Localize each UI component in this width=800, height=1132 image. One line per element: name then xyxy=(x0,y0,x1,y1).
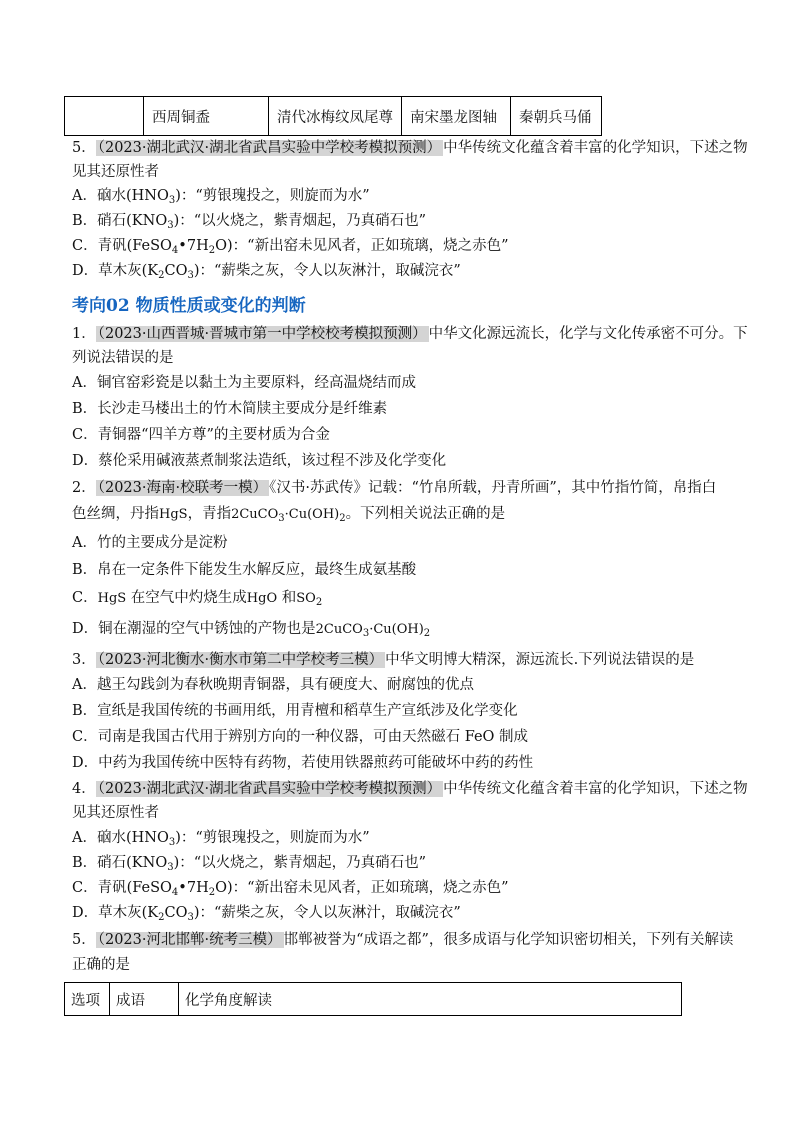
table-header-cell: 选项 xyxy=(65,983,110,1016)
option-c: C．青矾$(FeSO_4•7H_2O)$：“新出窑未见风者，正如琉璃，烧之赤色” xyxy=(72,880,509,898)
table-header-cell: 化学角度解读 xyxy=(179,983,682,1016)
artifact-table xyxy=(64,96,602,136)
question-5a-stem xyxy=(72,138,748,158)
question-number: 5． xyxy=(72,140,96,156)
section-title: 考向02 物质性质或变化的判断 xyxy=(72,296,306,316)
option-b: B．帛在一定条件下能发生水解反应，最终生成氨基酸 xyxy=(72,562,417,578)
table-row xyxy=(65,97,602,136)
table-cell xyxy=(65,97,144,136)
option-a: A．铜官窑彩瓷是以黏土为主要原料，经高温烧结而成 xyxy=(72,375,416,391)
option-d: D．蔡伦采用碱液蒸煮制浆法造纸，该过程不涉及化学变化 xyxy=(72,453,447,469)
question-3-stem: 3． （2023·河北衡水·衡水市第二中学校考三模） 中华文明博大精深，源远流长.下列说法错误的是 xyxy=(72,652,695,668)
option-a: A．硇水$(HNO_3)$：“剪银瑰投之，则旋而为水” xyxy=(72,188,370,206)
question-source: （2023·湖北武汉·湖北省武昌实验中学校考模拟预测） xyxy=(97,140,442,156)
table-cell: 秦朝兵马俑 xyxy=(511,97,602,136)
question-5b-stem: 5． （2023·河北邯郸·统考三模） 邯郸被誉为“成语之都”，很多成语与化学知识密切相关，下列有关解读 xyxy=(72,932,734,948)
option-d: D．草木灰$(K_2CO_3)$：“薪柴之灰，令人以灰淋汁，取碱浣衣” xyxy=(72,905,461,923)
question-source: （2023·河北邯郸·统考三模） xyxy=(97,932,282,948)
option-c: C．HgS 在空气中灼烧生成HgO 和$SO_2$ xyxy=(72,590,323,608)
question-2-stem: 2． （2023·海南·校联考一模） 《汉书·苏武传》记载：“竹帛所载，丹青所画”，其中竹指竹简，帛指白 xyxy=(72,480,717,496)
idiom-table xyxy=(64,982,682,1016)
option-b: B．宣纸是我国传统的书画用纸，用青檀和稻草生产宣纸涉及化学变化 xyxy=(72,703,518,719)
question-1-stem-cont: 列说法错误的是 xyxy=(72,350,174,366)
table-cell: 清代冰梅纹凤尾尊 xyxy=(269,97,402,136)
option-b: B．硝石$(KNO_3)$：“以火烧之，紫青烟起，乃真硝石也” xyxy=(72,213,427,231)
question-source: （2023·海南·校联考一模） xyxy=(97,480,268,496)
option-a: A．越王勾践剑为春秋晚期青铜器，具有硬度大、耐腐蚀的优点 xyxy=(72,677,474,693)
question-1-stem: 1． （2023·山西晋城·晋城市第一中学校校考模拟预测） 中华文化源远流长，化学与文化传承密不可分。下 xyxy=(72,326,748,342)
question-2-stem-cont: 色丝绸，丹指HgS，青指$2CuCO_3\cdot Cu(OH)_2$。下列相关说法正确的是 xyxy=(72,506,506,524)
option-d: D．中药为我国传统中医特有药物，若使用铁器煎药可能破坏中药的药性 xyxy=(72,755,534,771)
table-cell: 南宋墨龙图轴 xyxy=(402,97,511,136)
table-header-cell: 成语 xyxy=(110,983,179,1016)
option-a: A．硇水$(HNO_3)$：“剪银瑰投之，则旋而为水” xyxy=(72,830,370,848)
option-b: B．长沙走马楼出土的竹木简牍主要成分是纤维素 xyxy=(72,401,388,417)
option-d: D．铜在潮湿的空气中锈蚀的产物也是$2CuCO_3\cdot Cu(OH)_2$ xyxy=(72,621,431,639)
table-header-row xyxy=(65,983,682,1016)
question-5b-stem-cont: 正确的是 xyxy=(72,957,130,973)
option-b: B．硝石$(KNO_3)$：“以火烧之，紫青烟起，乃真硝石也” xyxy=(72,855,427,873)
question-text: 中华传统文化蕴含着丰富的化学知识，下述之物 xyxy=(443,140,748,156)
question-source: （2023·山西晋城·晋城市第一中学校校考模拟预测） xyxy=(97,326,427,342)
option-d: D．草木灰$(K_2CO_3)$：“薪柴之灰，令人以灰淋汁，取碱浣衣” xyxy=(72,263,461,281)
table-cell: 西周铜盉 xyxy=(144,97,269,136)
option-a: A．竹的主要成分是淀粉 xyxy=(72,535,228,551)
option-c: C．司南是我国古代用于辨别方向的一种仪器，可由天然磁石 FeO 制成 xyxy=(72,729,529,745)
question-source: （2023·河北衡水·衡水市第二中学校考三模） xyxy=(97,652,384,668)
question-4-stem: 4． （2023·湖北武汉·湖北省武昌实验中学校考模拟预测） 中华传统文化蕴含着丰富的化学知识，下述之物 xyxy=(72,781,748,797)
question-5a-stem-cont: 见其还原性者 xyxy=(72,164,159,180)
question-4-stem-cont: 见其还原性者 xyxy=(72,805,159,821)
option-c: C．青矾$(FeSO_4•7H_2O)$：“新出窑未见风者，正如琉璃，烧之赤色” xyxy=(72,238,509,256)
option-c: C．青铜器“四羊方尊”的主要材质为合金 xyxy=(72,427,330,443)
question-source: （2023·湖北武汉·湖北省武昌实验中学校考模拟预测） xyxy=(97,781,442,797)
